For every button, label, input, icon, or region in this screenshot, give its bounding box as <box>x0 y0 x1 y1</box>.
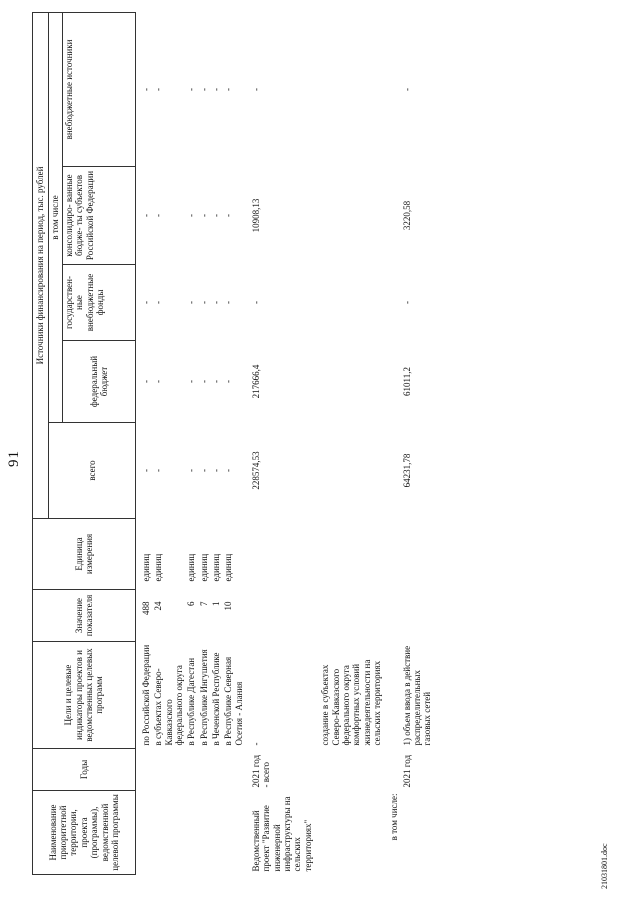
cell-unit: единиц <box>211 553 222 582</box>
cell-project-years: 2021 год - всего <box>251 754 272 788</box>
cell-rest <box>383 12 400 790</box>
cell-state-funds: - <box>251 301 262 304</box>
cell-name <box>210 791 222 875</box>
cell-total: - <box>141 469 151 472</box>
table-row <box>198 12 210 874</box>
cell-regional: - <box>186 214 197 217</box>
cell-total: - <box>211 469 222 472</box>
cell-years <box>314 749 383 791</box>
cell-state-funds: - <box>141 301 151 304</box>
cell-name <box>185 791 197 875</box>
cell-goal: по Российской Федерации <box>141 644 151 746</box>
cell-name <box>314 791 383 875</box>
cell-state-funds: - <box>223 301 234 304</box>
table-row <box>140 12 152 874</box>
cell-rest <box>314 12 383 641</box>
header-years: Годы <box>33 749 136 791</box>
cell-unit <box>245 519 314 590</box>
table-row <box>152 12 185 874</box>
cell-years <box>198 749 210 791</box>
cell-regional: - <box>198 214 209 217</box>
cell-federal: - <box>198 380 209 383</box>
header-value: Значение показателя <box>33 590 136 642</box>
cell-goal: в Республике Ингушетия <box>198 649 209 746</box>
cell-state-funds: - <box>211 301 222 304</box>
cell-total: - <box>186 469 197 472</box>
cell-value: 6 <box>186 601 197 606</box>
cell-goal: в Чеченской Республике <box>211 652 222 746</box>
cell-federal: - <box>141 380 151 383</box>
cell-project-name: Ведомственный проект "Развитие инженерной инфраструктуры на сельских территориях" <box>251 796 313 872</box>
cell-unit: единиц <box>223 553 234 582</box>
cell-years <box>140 749 152 791</box>
header-total: всего <box>49 423 136 519</box>
cell-unit: единиц <box>141 553 151 582</box>
cell-total: - <box>153 469 164 472</box>
cell-extra: - <box>198 87 209 91</box>
cell-years <box>152 749 185 791</box>
cell-extra: - <box>401 87 412 91</box>
cell-state-funds: - <box>186 301 197 304</box>
cell-value: 1 <box>211 601 222 606</box>
cell-value <box>401 590 434 642</box>
cell-extra: - <box>251 87 262 91</box>
cell-unit: единиц <box>153 553 164 582</box>
cell-federal: - <box>153 380 164 383</box>
cell-regional: 10908,13 <box>251 198 262 233</box>
cell-federal: - <box>211 380 222 383</box>
cell-federal: - <box>186 380 197 383</box>
page-number: 91 <box>6 450 22 467</box>
cell-federal: 217666,4 <box>251 364 262 399</box>
cell-extra: - <box>141 87 151 91</box>
cell-name <box>222 791 245 875</box>
cell-extra: - <box>223 87 234 91</box>
header-regional: консолидиро- ванные бюдже- ты субъектов Российской Федерации <box>63 167 136 265</box>
cell-federal: - <box>223 380 234 383</box>
cell-regional: - <box>223 214 234 217</box>
table-row <box>222 12 245 874</box>
cell-regional: 3220,58 <box>401 200 412 231</box>
header-state-funds: государствен- ные внебюджетные фонды <box>63 265 136 341</box>
cell-project-goal: - <box>251 742 262 746</box>
cell-value <box>245 590 314 642</box>
cell-total: - <box>198 469 209 472</box>
table-row <box>210 12 222 874</box>
sub-row <box>401 12 434 874</box>
cell-years: 2021 год <box>401 754 412 788</box>
cell-value: 24 <box>153 601 164 611</box>
project-row <box>245 12 314 874</box>
header-goals: Цели и целевые индикаторы проектов и ведомственных целевых программ <box>33 642 136 749</box>
cell-total: 64231,78 <box>401 453 412 488</box>
cell-federal: 61011,2 <box>401 367 412 396</box>
cell-value: 7 <box>198 601 209 606</box>
financing-table <box>32 12 434 875</box>
cell-goal: в Республике Дагестан <box>186 657 197 746</box>
cell-state-funds: - <box>153 301 164 304</box>
cell-goal: в Республике Северная Осетия - Алания <box>223 656 244 746</box>
cell-years <box>185 749 197 791</box>
cell-name <box>401 791 434 875</box>
cell-goal: 1) объем ввода в действие распределительных газовых сетей <box>401 645 433 746</box>
cell-extra: - <box>186 87 197 91</box>
cell-total: - <box>223 469 234 472</box>
footer-code: 21031801.doc <box>600 843 609 889</box>
cell-goal: в субъектах Северо-Кавказского федерального округа <box>153 665 185 746</box>
cell-regional: - <box>141 214 151 217</box>
cell-project-goal-text: создание в субъектах Северо-Кавказского федерального округа комфортных условий жизнедеятельности на сельских территориях <box>320 659 382 746</box>
cell-extra: - <box>153 87 164 91</box>
cell-name <box>198 791 210 875</box>
header-incl: в том числе <box>49 12 63 422</box>
cell-regional: - <box>211 214 222 217</box>
project-goal-row <box>314 12 383 874</box>
cell-name <box>140 791 152 875</box>
header-unit: Единица измерения <box>33 519 136 590</box>
cell-total: 228574,53 <box>251 451 262 490</box>
header-federal: федеральный бюджет <box>63 341 136 423</box>
cell-unit: единиц <box>186 553 197 582</box>
header-name: Наименование приоритетной территории, проекта (программы), ведомственной целевой программы <box>33 791 136 875</box>
cell-value: 10 <box>223 601 234 611</box>
cell-incl-label: в том числе: <box>389 793 400 841</box>
cell-regional: - <box>153 214 164 217</box>
cell-unit: единиц <box>198 553 209 582</box>
cell-name <box>152 791 185 875</box>
cell-state-funds: - <box>401 301 412 304</box>
cell-value: 488 <box>141 601 151 615</box>
table-row <box>185 12 197 874</box>
cell-years <box>210 749 222 791</box>
cell-extra: - <box>211 87 222 91</box>
cell-state-funds: - <box>198 301 209 304</box>
header-extra: внебюджетные источники <box>63 12 136 166</box>
incl-row <box>383 12 400 874</box>
cell-years <box>222 749 245 791</box>
table-body <box>136 12 434 874</box>
cell-unit <box>401 519 434 590</box>
header-funding: Источники финансирования на период, тыс. рублей <box>33 12 49 518</box>
